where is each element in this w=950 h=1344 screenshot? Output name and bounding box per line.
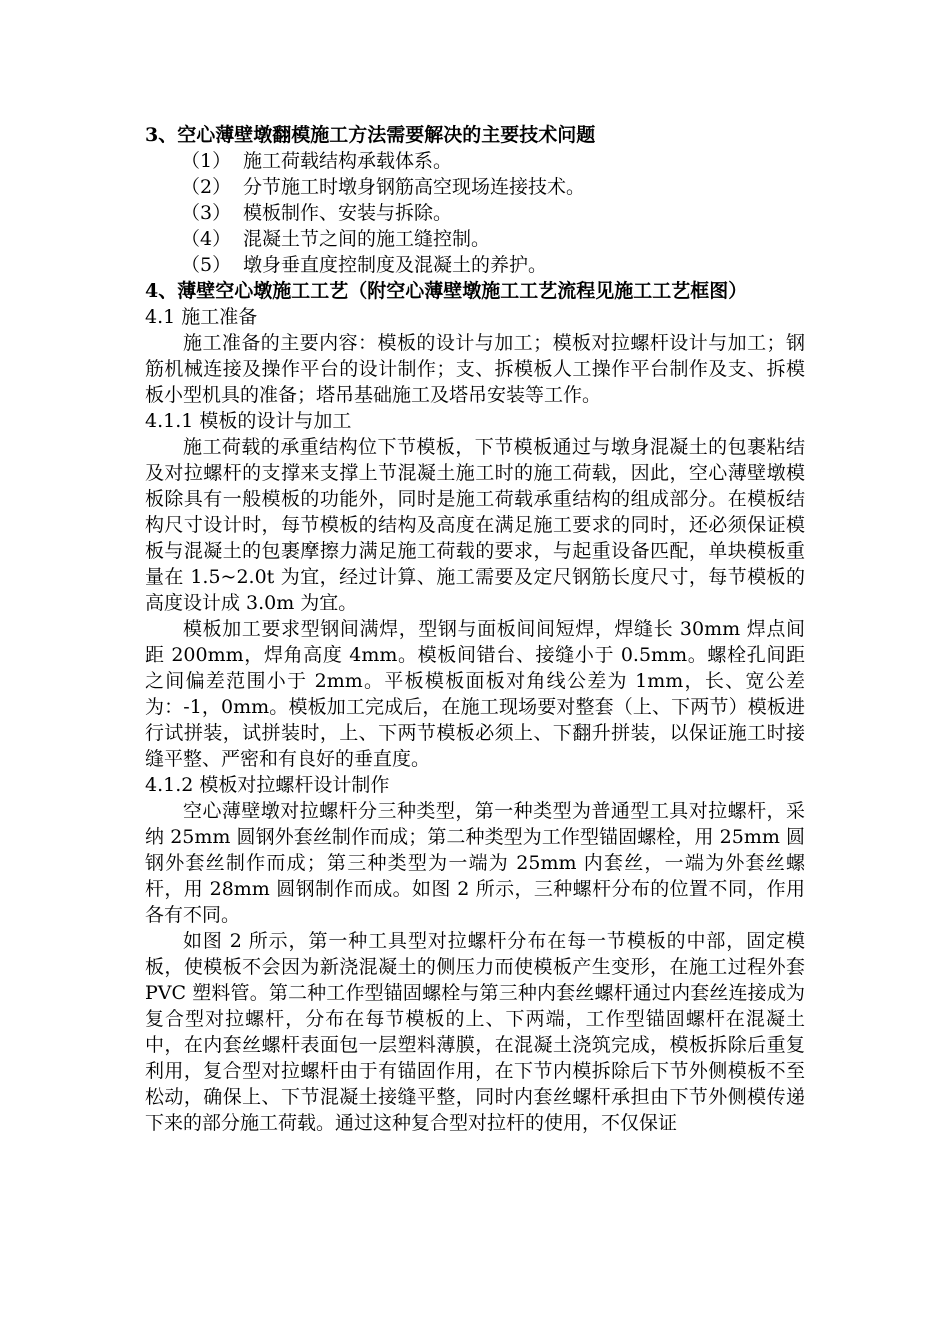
list-item (145, 252, 805, 278)
section-4-heading: 4、薄壁空心墩施工工艺（附空心薄壁墩施工工艺流程见施工工艺框图） (145, 280, 748, 302)
list-item-text: 混凝土节之间的施工缝控制。 (243, 228, 491, 250)
subsection-4-1-2-title: 4.1.2 模板对拉螺杆设计制作 (145, 774, 390, 796)
list-item-number: （5） (181, 254, 232, 276)
list-item-number: （2） (181, 176, 232, 198)
subsection-4-1-1-title: 4.1.1 模板的设计与加工 (145, 410, 352, 432)
list-item-number: （1） (181, 150, 232, 172)
paragraph: 空心薄壁墩对拉螺杆分三种类型，第一种类型为普通型工具对拉螺杆，采纳 25mm 圆钢外套丝制作而成；第二种类型为工作型锚固螺栓，用 25mm 圆钢外套丝制作而成；第三种类型为一端为 25mm 内套丝，一端为外套丝螺杆，用 28mm 圆钢制作而成。如图 2 所示，三种螺杆分布的位置不同，作用各有不同。 (145, 800, 805, 926)
list-item-number: （3） (181, 202, 232, 224)
paragraph: 模板加工要求型钢间满焊，型钢与面板间间短焊，焊缝长 30mm 焊点间距 200mm，焊角高度 4mm。模板间错台、接缝小于 0.5mm。螺栓孔间距之间偏差范围小于 2mm。平板模板面板对角线公差为 1mm，长、宽公差为：-1，0mm。模板加工完成后，在施工现场要对整套（上、下两节）模板进行试拼装，试拼装时，上、下两节模板必须上、下翻升拼装，以保证施工时接缝平整、严密和有良好的垂直度。 (145, 618, 805, 770)
list-item-text: 墩身垂直度控制度及混凝土的养护。 (243, 254, 548, 276)
document-page (145, 122, 805, 1136)
list-item (145, 148, 805, 174)
paragraph: 如图 2 所示，第一种工具型对拉螺杆分布在每一节模板的中部，固定模板，使模板不会因为新浇混凝土的侧压力而使模板产生变形，在施工过程外套 PVC 塑料管。第二种工作型锚固螺栓与第三种内套丝螺杆通过内套丝连接成为复合型对拉螺杆，分布在每节模板的上、下两端，工作型锚固螺杆在混凝土中，在内套丝螺杆表面包一层塑料薄膜，在混凝土浇筑完成，模板拆除后重复利用，复合型对拉螺杆由于有锚固作用，在下节内模拆除后下节外侧模板不至松动，确保上、下节混凝土接缝平整，同时内套丝螺杆承担由下节外侧模传递下来的部分施工荷载。通过这种复合型对拉杆的使用，不仅保证 (145, 930, 805, 1134)
list-item-number: （4） (181, 228, 232, 250)
list-item-text: 分节施工时墩身钢筋高空现场连接技术。 (243, 176, 586, 198)
list-item-text: 模板制作、安装与拆除。 (243, 202, 453, 224)
list-item (145, 200, 805, 226)
paragraph: 施工荷载的承重结构位下节模板，下节模板通过与墩身混凝土的包裹粘结及对拉螺杆的支撑来支撑上节混凝土施工时的施工荷载，因此，空心薄壁墩模板除具有一般模板的功能外，同时是施工荷载承重结构的组成部分。在模板结构尺寸设计时，每节模板的结构及高度在满足施工要求的同时，还必须保证模板与混凝土的包裹摩擦力满足施工荷载的要求，与起重设备匹配，单块模板重量在 1.5~2.0t 为宜，经过计算、施工需要及定尺钢筋长度尺寸，每节模板的高度设计成 3.0m 为宜。 (145, 436, 805, 614)
list-item (145, 226, 805, 252)
list-item (145, 174, 805, 200)
list-item-text: 施工荷载结构承载体系。 (243, 150, 453, 172)
subsection-4-1-title: 4.1 施工准备 (145, 306, 258, 328)
paragraph: 施工准备的主要内容：模板的设计与加工；模板对拉螺杆设计与加工；钢筋机械连接及操作平台的设计制作；支、拆模板人工操作平台制作及支、拆模板小型机具的准备；塔吊基础施工及塔吊安装等工作。 (145, 332, 805, 406)
section-3-heading: 3、空心薄壁墩翻模施工方法需要解决的主要技术问题 (145, 124, 596, 146)
